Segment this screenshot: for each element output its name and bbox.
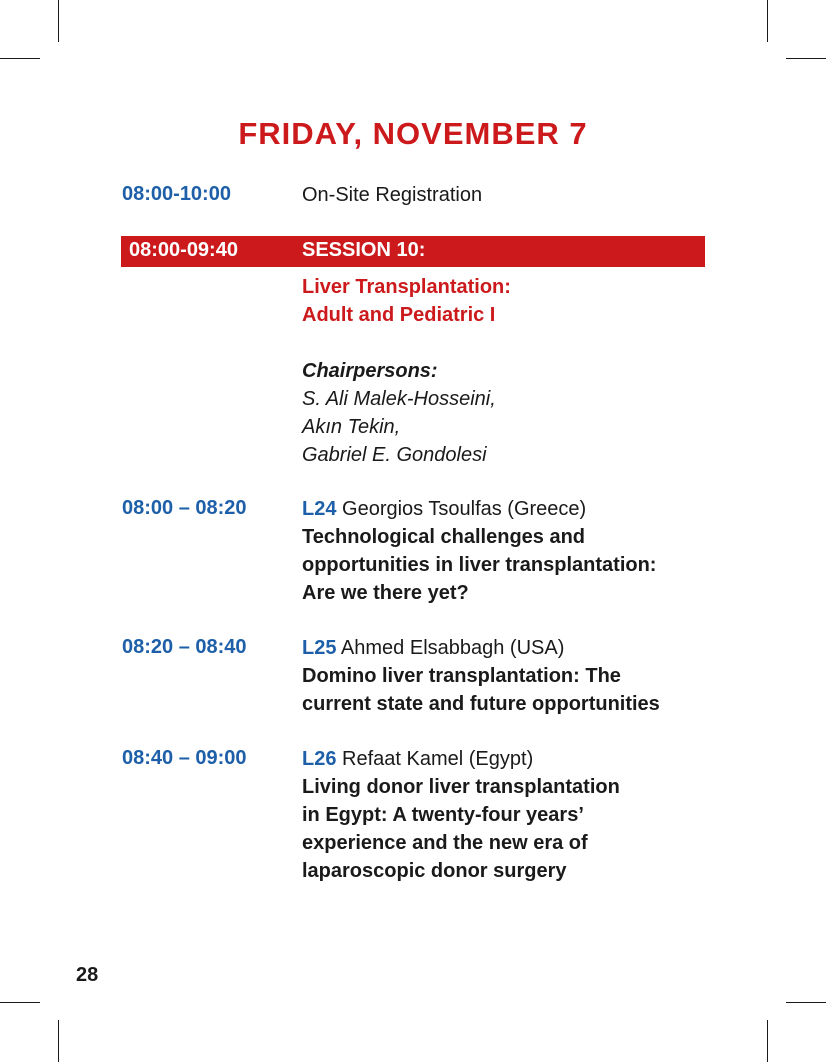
talk-entry xyxy=(302,634,660,718)
crop-mark-bottom-left xyxy=(58,1020,59,1062)
session-details xyxy=(302,273,511,469)
talk-time: 08:00 – 08:20 xyxy=(122,497,247,519)
talk-title-line: experience and the new era of xyxy=(302,832,588,854)
crop-mark-bottom-left-h xyxy=(0,1002,40,1003)
talk-code: L24 xyxy=(302,498,337,520)
chairperson-name: S. Ali Malek-Hosseini, xyxy=(302,388,496,410)
talk-title-line: laparoscopic donor surgery xyxy=(302,860,567,882)
crop-mark-top-right-h xyxy=(786,58,826,59)
talk-entry xyxy=(302,495,656,607)
talk-title-line: opportunities in liver transplantation: xyxy=(302,554,657,576)
registration-time: 08:00-10:00 xyxy=(122,183,231,205)
session-label: SESSION 10: xyxy=(302,239,426,261)
talk-time: 08:20 – 08:40 xyxy=(122,636,247,658)
talk-title-line: current state and future opportunities xyxy=(302,693,660,715)
talk-title-line: Domino liver transplantation: The xyxy=(302,665,621,687)
crop-mark-bottom-right-h xyxy=(786,1002,826,1003)
crop-mark-top-left-h xyxy=(0,58,40,59)
crop-mark-top-right xyxy=(767,0,768,42)
session-header-bar xyxy=(121,236,705,267)
talk-entry xyxy=(302,745,620,885)
talk-title-line: Technological challenges and xyxy=(302,526,586,548)
talk-title-line: Living donor liver transplantation xyxy=(302,776,620,798)
talk-code: L26 xyxy=(302,748,337,770)
crop-mark-top-left xyxy=(58,0,59,42)
page-title: FRIDAY, NOVEMBER 7 xyxy=(238,116,588,151)
session-title-line: Liver Transplantation: xyxy=(302,276,511,298)
talk-time: 08:40 – 09:00 xyxy=(122,747,247,769)
chairpersons-label: Chairpersons: xyxy=(302,360,438,382)
crop-mark-bottom-right xyxy=(767,1020,768,1062)
chairperson-name: Akın Tekin, xyxy=(302,416,401,438)
registration-label: On-Site Registration xyxy=(302,184,483,206)
session-time: 08:00-09:40 xyxy=(129,239,238,261)
page-number: 28 xyxy=(76,964,99,986)
session-title-line: Adult and Pediatric I xyxy=(302,304,496,326)
talk-speaker: Ahmed Elsabbagh (USA) xyxy=(340,637,565,659)
talk-speaker: Georgios Tsoulfas (Greece) xyxy=(342,498,587,520)
talk-title-line: Are we there yet? xyxy=(302,582,469,604)
talk-code: L25 xyxy=(302,637,337,659)
talk-speaker: Refaat Kamel (Egypt) xyxy=(342,748,534,770)
chairperson-name: Gabriel E. Gondolesi xyxy=(302,444,487,466)
talk-title-line: in Egypt: A twenty-four years’ xyxy=(302,804,584,826)
